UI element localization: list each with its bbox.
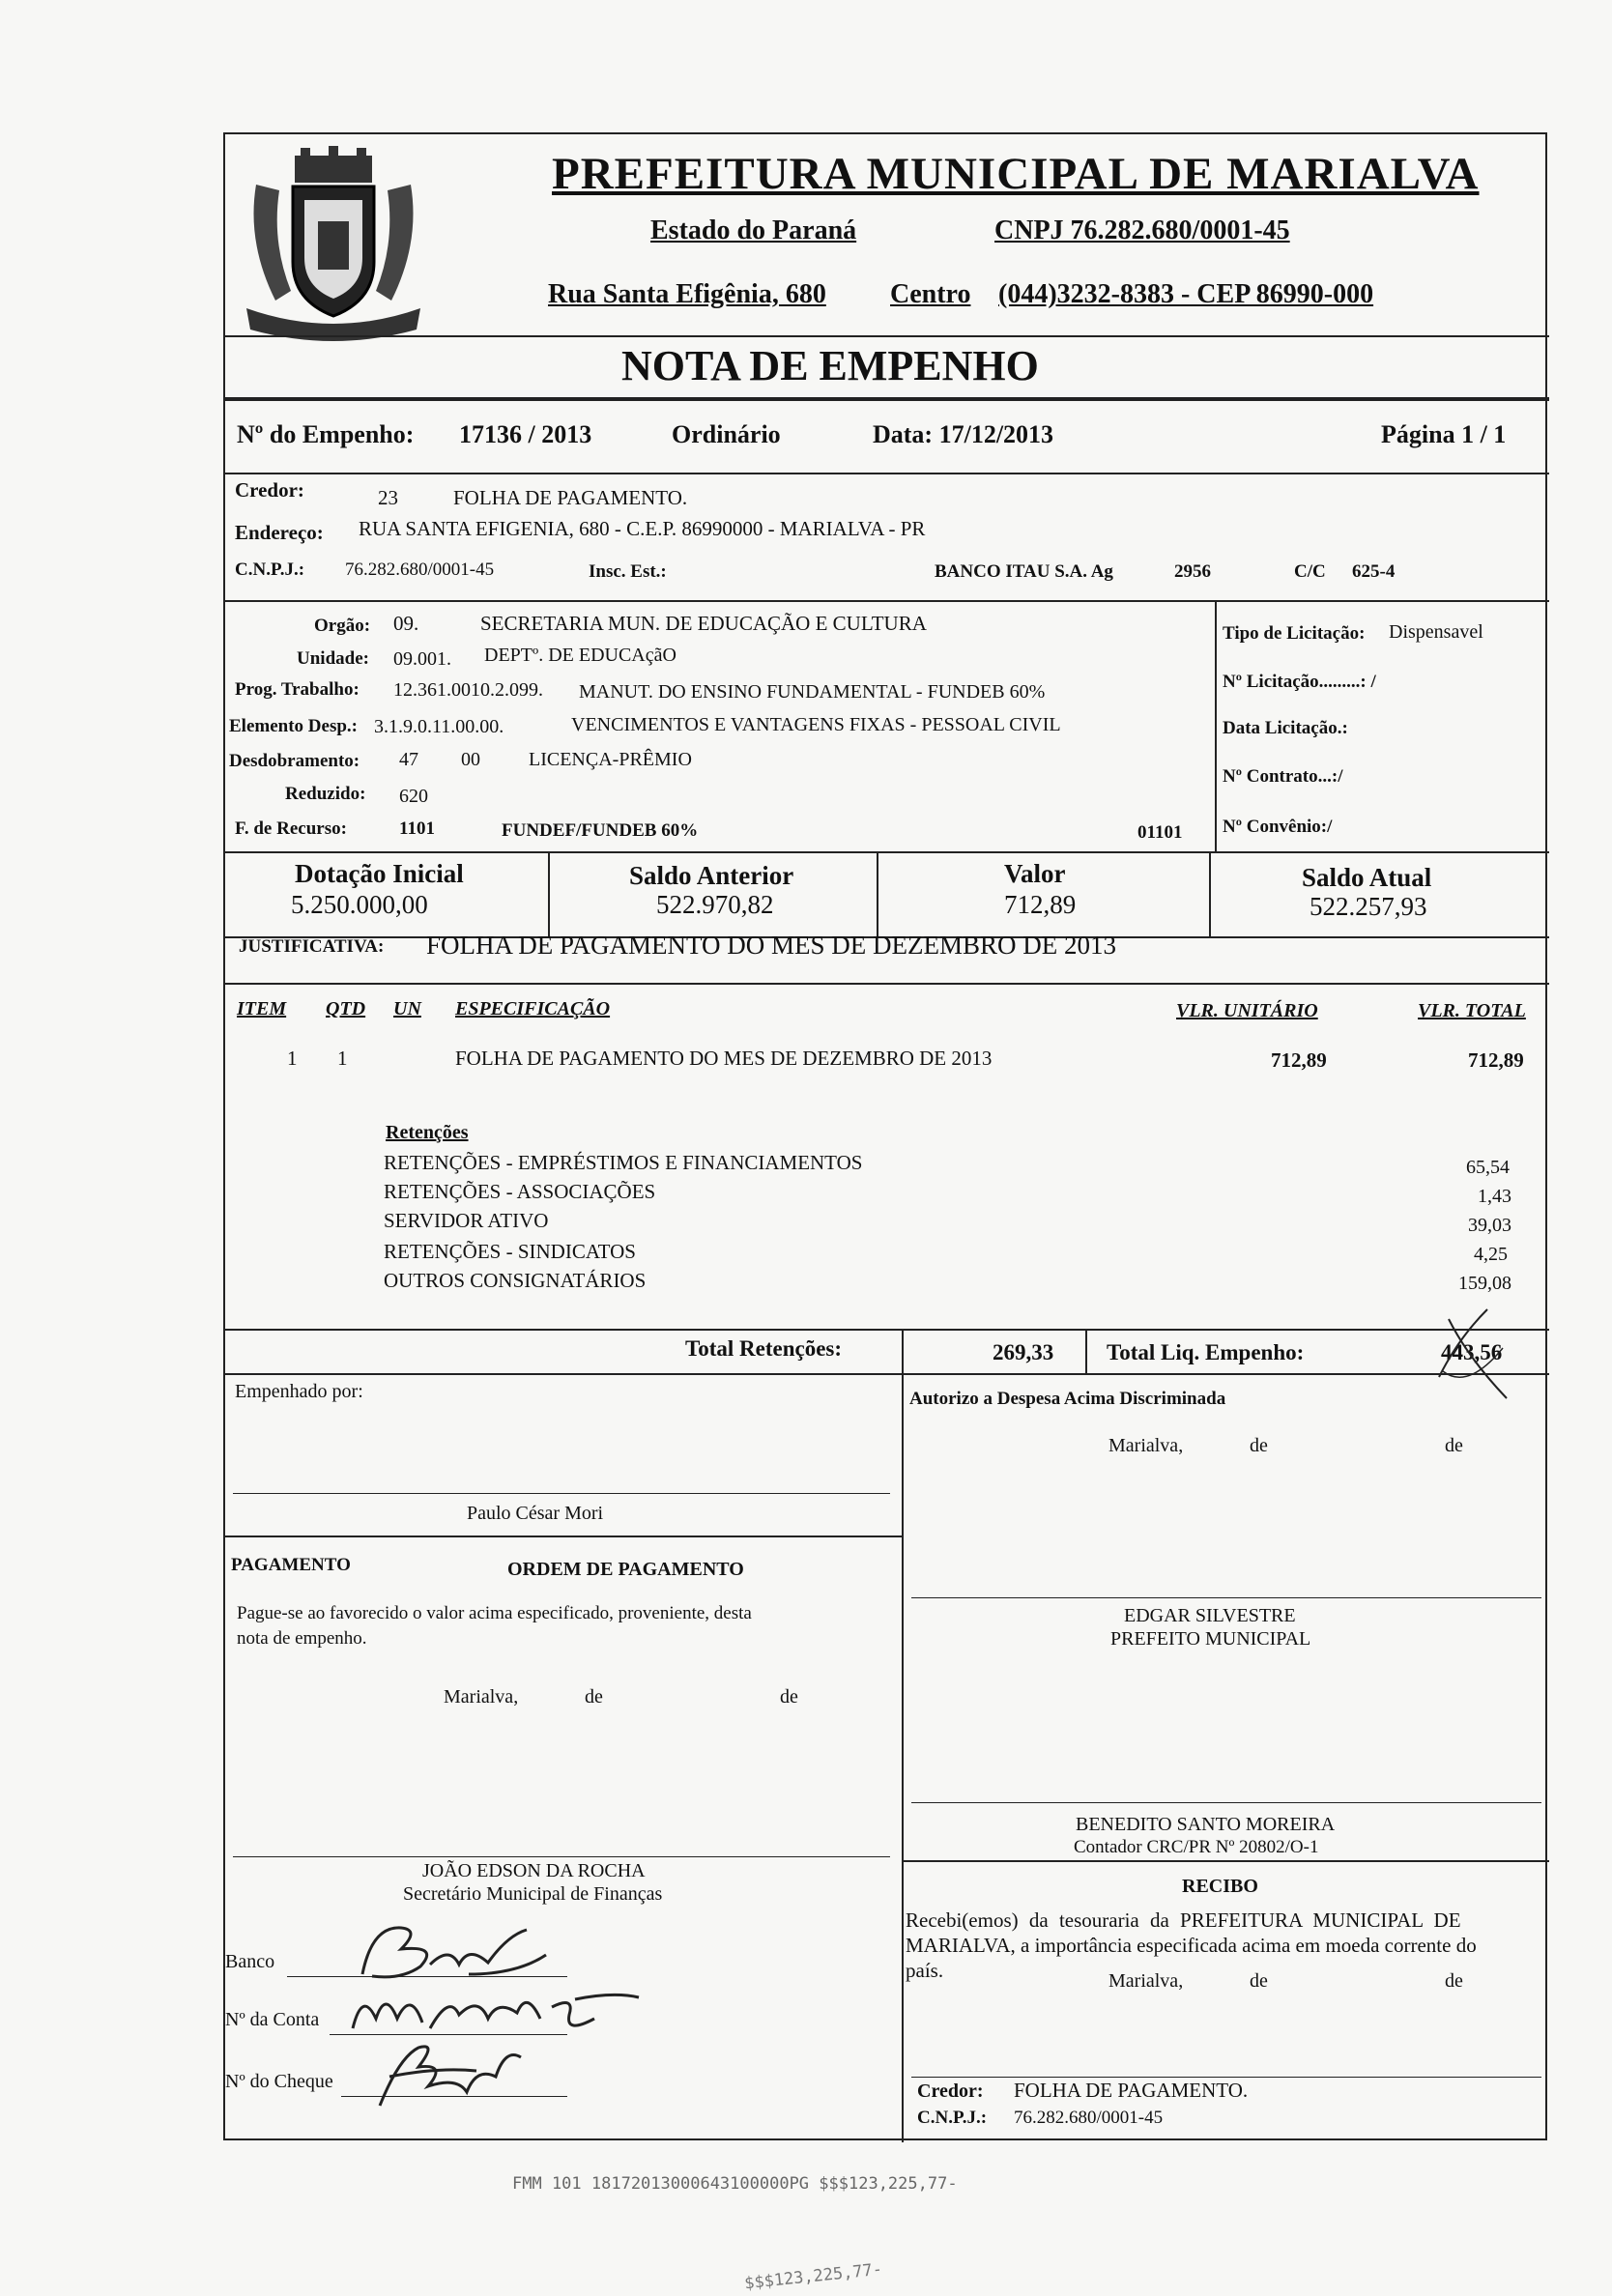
col-total: VLR. TOTAL [1418, 1000, 1526, 1021]
orgao: 09. [393, 612, 419, 635]
col-item: ITEM [237, 998, 287, 1019]
pague-line-2: nota de empenho. [237, 1628, 367, 1649]
pague-line-1: Pague-se ao favorecido o valor acima especificado, proveniente, desta [237, 1603, 752, 1623]
recibo-cnpj: 76.282.680/0001-45 [1014, 2108, 1164, 2128]
autorizo-de-1: de [1250, 1435, 1268, 1456]
pagamento-de-2: de [780, 1686, 798, 1708]
col-unit: VLR. UNITÁRIO [1176, 1000, 1318, 1021]
footer-stamp: FMM 101 18172013000643100000PG $$$123,225,77- [512, 2174, 958, 2194]
valor-value: 712,89 [1004, 890, 1077, 919]
recibo-cnpj-label: C.N.P.J.: [917, 2108, 988, 2128]
autorizo-label: Autorizo a Despesa Acima Discriminada [909, 1389, 1226, 1409]
prog: 12.361.0010.2.099. [393, 679, 543, 701]
header-title: PREFEITURA MUNICIPAL DE MARIALVA [552, 149, 1480, 199]
prog-desc: MANUT. DO ENSINO FUNDAMENTAL - FUNDEB 60% [579, 681, 1046, 703]
recibo-city: Marialva, [1108, 1970, 1184, 1992]
recurso-label: F. de Recurso: [235, 818, 347, 839]
item-number: 1 [287, 1047, 298, 1070]
desdob-label: Desdobramento: [229, 751, 360, 771]
autorizo-de-2: de [1445, 1435, 1463, 1456]
cheque-signature-icon [360, 2038, 534, 2115]
credor-label: Credor: [235, 478, 304, 502]
retencao-value: 4,25 [1474, 1244, 1508, 1265]
credor-cnpj: 76.282.680/0001-45 [345, 560, 495, 580]
col-spec: ESPECIFICAÇÃO [455, 998, 611, 1019]
bank-name: BANCO ITAU S.A. Ag [935, 561, 1113, 582]
coat-of-arms-icon [237, 146, 430, 349]
desdob-a: 47 [399, 749, 418, 770]
retencao-label: OUTROS CONSIGNATÁRIOS [384, 1269, 647, 1292]
recibo-de-2: de [1445, 1970, 1463, 1992]
elemento-desc: VENCIMENTOS E VANTAGENS FIXAS - PESSOAL CIVIL [571, 714, 1061, 735]
dotacao-label: Dotação Inicial [295, 859, 464, 888]
reduzido-label: Reduzido: [285, 784, 366, 804]
prefeito-nome: EDGAR SILVESTRE [1124, 1605, 1296, 1626]
recurso-desc: FUNDEF/FUNDEB 60% [502, 820, 699, 841]
banco-label: Banco [225, 1951, 275, 1972]
recibo-de-1: de [1250, 1970, 1268, 1992]
pagamento-label: PAGAMENTO [231, 1555, 351, 1575]
retencoes-title: Retenções [386, 1122, 469, 1143]
address-label: Endereço: [235, 521, 324, 544]
empenhado-nome: Paulo César Mori [467, 1503, 604, 1524]
header-phone-cep: (044)3232-8383 - CEP 86990-000 [998, 279, 1374, 309]
retencao-value: 65,54 [1466, 1157, 1510, 1178]
empenho-number-label: Nº do Empenho: [237, 420, 415, 448]
header-state: Estado do Paraná [650, 215, 857, 245]
insc-label: Insc. Est.: [589, 561, 667, 582]
convenio: Nº Convênio:/ [1223, 817, 1333, 837]
unidade: 09.001. [393, 648, 451, 670]
licitacao-tipo-label: Tipo de Licitação: [1223, 623, 1366, 644]
anterior-label: Saldo Anterior [629, 861, 794, 890]
licitacao-numero: Nº Licitação.........: / [1223, 672, 1376, 692]
address: RUA SANTA EFIGENIA, 680 - C.E.P. 86990000 - MARIALVA - PR [359, 517, 926, 540]
empenho-type: Ordinário [672, 420, 781, 448]
contrato: Nº Contrato...:/ [1223, 766, 1343, 787]
licitacao-data: Data Licitação.: [1223, 718, 1348, 738]
orgao-label: Orgão: [314, 616, 371, 636]
reduzido: 620 [399, 786, 428, 807]
elemento: 3.1.9.0.11.00.00. [374, 716, 504, 737]
recibo-title: RECIBO [1182, 1876, 1258, 1897]
credor-code: 23 [378, 486, 398, 509]
footer-stamp-small: $$$123,225,77- [743, 2259, 883, 2294]
total-liquido-label: Total Liq. Empenho: [1107, 1340, 1305, 1364]
total-retencoes: 269,33 [993, 1340, 1054, 1364]
total-liquido: 443,56 [1441, 1340, 1503, 1364]
retencao-value: 39,03 [1468, 1215, 1511, 1236]
autorizo-city: Marialva, [1108, 1435, 1184, 1456]
pagamento-de-1: de [585, 1686, 603, 1708]
prog-label: Prog. Trabalho: [235, 679, 360, 700]
desdob-desc: LICENÇA-PRÊMIO [529, 749, 692, 770]
check-mark-icon [1429, 1300, 1516, 1406]
credor-cnpj-label: C.N.P.J.: [235, 560, 305, 580]
recibo-line-1: Recebi(emos) da tesouraria da PREFEITURA MUNICIPAL DE [906, 1909, 1461, 1932]
total-retencoes-label: Total Retenções: [685, 1336, 843, 1361]
recurso-code: 01101 [1137, 822, 1183, 843]
empenho-date: Data: 17/12/2013 [873, 420, 1054, 448]
item-qtd: 1 [337, 1047, 348, 1070]
retencao-value: 1,43 [1478, 1186, 1511, 1207]
item-spec: FOLHA DE PAGAMENTO DO MES DE DEZEMBRO DE 2013 [455, 1047, 993, 1070]
recibo-credor-label: Credor: [917, 2081, 984, 2102]
recibo-credor: FOLHA DE PAGAMENTO. [1014, 2079, 1249, 2102]
bank-cc-label: C/C [1294, 561, 1326, 582]
contador-nome: BENEDITO SANTO MOREIRA [1076, 1814, 1336, 1835]
prefeito-cargo: PREFEITO MUNICIPAL [1110, 1628, 1311, 1650]
conta-label: Nº da Conta [225, 2009, 320, 2030]
recibo-line-3: país. [906, 1959, 944, 1982]
cheque-label: Nº do Cheque [225, 2071, 333, 2092]
header-street: Rua Santa Efigênia, 680 [548, 279, 826, 309]
dotacao-value: 5.250.000,00 [291, 890, 428, 919]
desdob-b: 00 [461, 749, 480, 770]
bank-cc: 625-4 [1352, 561, 1396, 582]
unidade-label: Unidade: [297, 648, 369, 669]
contador-cargo: Contador CRC/PR Nº 20802/O-1 [1074, 1837, 1319, 1857]
item-unit: 712,89 [1271, 1048, 1327, 1072]
recibo-line-2: MARIALVA, a importância especificada acima em moeda corrente do [906, 1934, 1477, 1957]
atual-value: 522.257,93 [1310, 892, 1427, 921]
empenho-page: Página 1 / 1 [1381, 420, 1507, 448]
atual-label: Saldo Atual [1302, 863, 1432, 892]
secretario-nome: JOÃO EDSON DA ROCHA [422, 1860, 646, 1881]
valor-label: Valor [1004, 859, 1066, 888]
header-cnpj: CNPJ 76.282.680/0001-45 [994, 215, 1290, 245]
justificativa-label: JUSTIFICATIVA: [239, 936, 385, 957]
col-qtd: QTD [326, 998, 366, 1019]
item-total: 712,89 [1468, 1048, 1524, 1072]
ordem-pagamento-label: ORDEM DE PAGAMENTO [507, 1559, 744, 1580]
retencao-value: 159,08 [1458, 1273, 1511, 1294]
elemento-label: Elemento Desp.: [229, 716, 358, 736]
empenhado-por-label: Empenhado por: [235, 1381, 363, 1402]
pagamento-city: Marialva, [444, 1686, 519, 1708]
licitacao-tipo: Dispensavel [1389, 621, 1483, 643]
retencao-label: RETENÇÕES - EMPRÉSTIMOS E FINANCIAMENTOS [384, 1151, 863, 1174]
retencao-label: RETENÇÕES - ASSOCIAÇÕES [384, 1180, 656, 1203]
retencao-label: SERVIDOR ATIVO [384, 1209, 549, 1232]
orgao-desc: SECRETARIA MUN. DE EDUCAÇÃO E CULTURA [480, 612, 927, 635]
col-un: UN [393, 998, 421, 1019]
empenho-number: 17136 / 2013 [459, 420, 592, 448]
justificativa-text: FOLHA DE PAGAMENTO DO MES DE DEZEMBRO DE 2013 [426, 931, 1117, 960]
retencao-label: RETENÇÕES - SINDICATOS [384, 1240, 636, 1263]
unidade-desc: DEPTº. DE EDUCAçãO [484, 645, 676, 666]
document-title: NOTA DE EMPENHO [621, 342, 1039, 389]
recurso: 1101 [399, 818, 435, 839]
document-frame [223, 132, 1547, 2140]
header-district: Centro [890, 279, 971, 309]
anterior-value: 522.970,82 [656, 890, 774, 919]
credor-name: FOLHA DE PAGAMENTO. [453, 486, 688, 509]
bank-agency: 2956 [1174, 561, 1211, 582]
secretario-cargo: Secretário Municipal de Finanças [403, 1883, 663, 1905]
